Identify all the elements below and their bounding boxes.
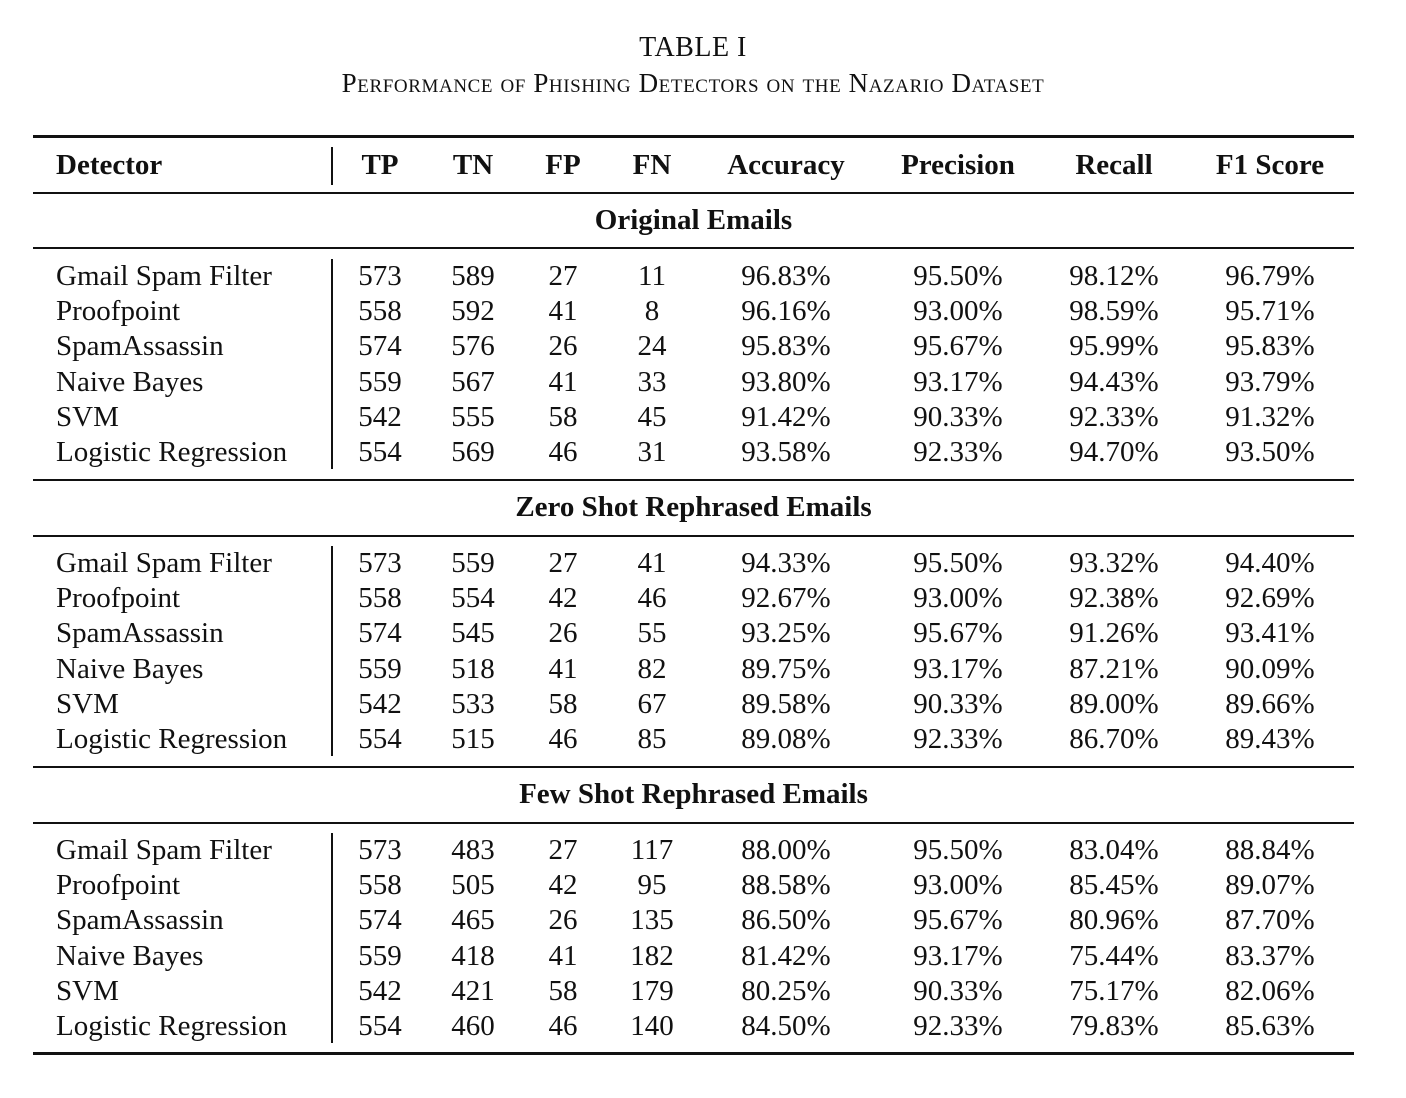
header-tn: TN (452, 149, 494, 181)
cell-detector: Naive Bayes (56, 652, 204, 685)
cell-accuracy: 91.42% (741, 400, 831, 433)
cell-detector: Gmail Spam Filter (56, 260, 272, 292)
section-rule (33, 247, 1354, 249)
cell-detector: Logistic Regression (56, 723, 288, 755)
cell-precision: 93.17% (913, 365, 1003, 398)
cell-f1-score: 89.66% (1225, 687, 1315, 720)
cell-tn: 559 (451, 547, 495, 579)
cell-accuracy: 89.58% (741, 687, 831, 720)
cell-fp: 27 (548, 260, 578, 292)
cell-accuracy: 93.25% (741, 617, 831, 650)
cell-detector: Gmail Spam Filter (56, 547, 272, 579)
bottom-rule (33, 1052, 1354, 1055)
cell-fn: 182 (630, 939, 674, 972)
cell-f1-score: 89.43% (1225, 723, 1315, 755)
cell-fp: 27 (548, 547, 578, 579)
cell-precision: 92.33% (913, 436, 1003, 468)
table-label: TABLE I (639, 32, 747, 63)
cell-recall: 93.32% (1069, 547, 1159, 579)
cell-f1-score: 93.79% (1225, 365, 1315, 398)
cell-fn: 82 (637, 652, 667, 685)
cell-f1-score: 89.07% (1225, 869, 1315, 902)
cell-tp: 573 (358, 834, 402, 866)
cell-f1-score: 95.83% (1225, 330, 1315, 363)
cell-fp: 46 (548, 1010, 578, 1042)
cell-fp: 41 (548, 365, 578, 398)
cell-tp: 542 (358, 974, 402, 1007)
header-divider (331, 147, 333, 185)
cell-tn: 505 (451, 869, 495, 902)
cell-precision: 95.50% (913, 260, 1003, 292)
header-accuracy: Accuracy (727, 149, 845, 181)
cell-fp: 41 (548, 295, 578, 328)
cell-fn: 55 (637, 617, 667, 650)
cell-accuracy: 92.67% (741, 582, 831, 615)
cell-tp: 554 (358, 436, 402, 468)
cell-tn: 545 (451, 617, 495, 650)
cell-detector: SVM (56, 974, 119, 1007)
cell-f1-score: 90.09% (1225, 652, 1315, 685)
section-rule (33, 535, 1354, 537)
cell-tn: 483 (451, 834, 495, 866)
cell-recall: 95.99% (1069, 330, 1159, 363)
cell-recall: 75.44% (1069, 939, 1159, 972)
cell-fp: 26 (548, 330, 578, 363)
section-rule (33, 822, 1354, 824)
cell-tp: 558 (358, 582, 402, 615)
cell-f1-score: 87.70% (1225, 904, 1315, 937)
cell-tp: 573 (358, 547, 402, 579)
cell-fn: 179 (630, 974, 674, 1007)
cell-fn: 46 (637, 582, 667, 615)
cell-fn: 45 (637, 400, 667, 433)
cell-fn: 33 (637, 365, 667, 398)
cell-recall: 91.26% (1069, 617, 1159, 650)
cell-precision: 93.00% (913, 869, 1003, 902)
cell-fp: 58 (548, 400, 578, 433)
cell-tp: 559 (358, 365, 402, 398)
cell-recall: 89.00% (1069, 687, 1159, 720)
cell-recall: 92.38% (1069, 582, 1159, 615)
cell-tn: 592 (451, 295, 495, 328)
header-f1-score: F1 Score (1215, 149, 1325, 181)
cell-f1-score: 91.32% (1225, 400, 1315, 433)
cell-tn: 555 (451, 400, 495, 433)
section-title: Few Shot Rephrased Emails (519, 778, 868, 810)
cell-tn: 533 (451, 687, 495, 720)
cell-detector: Gmail Spam Filter (56, 834, 272, 866)
cell-fn: 117 (630, 834, 674, 866)
cell-f1-score: 88.84% (1225, 834, 1315, 866)
cell-precision: 90.33% (913, 400, 1003, 433)
cell-accuracy: 95.83% (741, 330, 831, 363)
cell-fp: 41 (548, 939, 578, 972)
cell-tn: 518 (451, 652, 495, 685)
cell-detector: SpamAssassin (56, 617, 224, 650)
cell-detector: SpamAssassin (56, 904, 224, 937)
cell-tp: 558 (358, 295, 402, 328)
cell-tn: 418 (451, 939, 495, 972)
cell-accuracy: 89.75% (741, 652, 831, 685)
cell-tn: 576 (451, 330, 495, 363)
header-fn: FN (632, 149, 672, 181)
cell-tp: 558 (358, 869, 402, 902)
cell-recall: 85.45% (1069, 869, 1159, 902)
cell-accuracy: 93.80% (741, 365, 831, 398)
cell-fn: 31 (637, 436, 667, 468)
cell-fp: 41 (548, 652, 578, 685)
table-title: Performance of Phishing Detectors on the Nazario Dataset (341, 68, 1045, 98)
cell-precision: 90.33% (913, 687, 1003, 720)
cell-fp: 26 (548, 617, 578, 650)
cell-recall: 87.21% (1069, 652, 1159, 685)
cell-tn: 421 (451, 974, 495, 1007)
cell-precision: 93.00% (913, 295, 1003, 328)
section-end-rule (33, 479, 1354, 481)
cell-tn: 515 (451, 723, 495, 755)
cell-accuracy: 94.33% (741, 547, 831, 579)
cell-accuracy: 96.83% (741, 260, 831, 292)
section-title: Zero Shot Rephrased Emails (515, 491, 872, 523)
cell-f1-score: 93.41% (1225, 617, 1315, 650)
cell-tn: 465 (451, 904, 495, 937)
column-divider (331, 259, 333, 469)
cell-recall: 94.70% (1069, 436, 1159, 468)
cell-tp: 542 (358, 687, 402, 720)
header-precision: Precision (901, 149, 1015, 181)
cell-tp: 554 (358, 1010, 402, 1042)
cell-accuracy: 93.58% (741, 436, 831, 468)
cell-f1-score: 83.37% (1225, 939, 1315, 972)
cell-precision: 92.33% (913, 723, 1003, 755)
column-divider (331, 833, 333, 1043)
header-detector: Detector (56, 149, 163, 181)
cell-accuracy: 86.50% (741, 904, 831, 937)
cell-fp: 58 (548, 687, 578, 720)
cell-fn: 41 (637, 547, 667, 579)
cell-fn: 135 (630, 904, 674, 937)
cell-detector: Naive Bayes (56, 365, 204, 398)
top-rule (33, 135, 1354, 138)
cell-fn: 140 (630, 1010, 674, 1042)
cell-fn: 24 (637, 330, 667, 363)
cell-f1-score: 85.63% (1225, 1010, 1315, 1042)
cell-recall: 75.17% (1069, 974, 1159, 1007)
cell-f1-score: 94.40% (1225, 547, 1315, 579)
cell-fn: 8 (644, 295, 660, 328)
cell-fn: 67 (637, 687, 667, 720)
cell-tn: 554 (451, 582, 495, 615)
cell-fp: 42 (548, 582, 578, 615)
column-divider (331, 546, 333, 756)
cell-recall: 98.59% (1069, 295, 1159, 328)
cell-recall: 80.96% (1069, 904, 1159, 937)
cell-tp: 559 (358, 939, 402, 972)
cell-fn: 95 (637, 869, 667, 902)
cell-precision: 93.00% (913, 582, 1003, 615)
cell-fp: 58 (548, 974, 578, 1007)
cell-detector: Logistic Regression (56, 1010, 288, 1042)
cell-precision: 92.33% (913, 1010, 1003, 1042)
cell-precision: 95.67% (913, 617, 1003, 650)
cell-tp: 574 (358, 330, 402, 363)
cell-accuracy: 80.25% (741, 974, 831, 1007)
cell-precision: 90.33% (913, 974, 1003, 1007)
cell-fp: 27 (548, 834, 578, 866)
cell-fp: 46 (548, 436, 578, 468)
cell-tp: 573 (358, 260, 402, 292)
cell-detector: Logistic Regression (56, 436, 288, 468)
header-tp: TP (361, 149, 399, 181)
cell-tn: 589 (451, 260, 495, 292)
section-end-rule (33, 766, 1354, 768)
cell-f1-score: 95.71% (1225, 295, 1315, 328)
cell-recall: 79.83% (1069, 1010, 1159, 1042)
cell-detector: SpamAssassin (56, 330, 224, 363)
cell-f1-score: 92.69% (1225, 582, 1315, 615)
cell-fp: 46 (548, 723, 578, 755)
cell-accuracy: 81.42% (741, 939, 831, 972)
cell-fn: 11 (638, 260, 666, 292)
section-title: Original Emails (594, 204, 793, 236)
cell-f1-score: 93.50% (1225, 436, 1315, 468)
cell-accuracy: 88.00% (741, 834, 831, 866)
cell-precision: 95.50% (913, 834, 1003, 866)
cell-precision: 95.67% (913, 904, 1003, 937)
cell-tn: 460 (451, 1010, 495, 1042)
cell-detector: Proofpoint (56, 869, 181, 902)
cell-recall: 92.33% (1069, 400, 1159, 433)
cell-precision: 93.17% (913, 939, 1003, 972)
header-fp: FP (545, 149, 581, 181)
cell-tp: 574 (358, 904, 402, 937)
cell-tp: 574 (358, 617, 402, 650)
cell-f1-score: 82.06% (1225, 974, 1315, 1007)
cell-fp: 42 (548, 869, 578, 902)
cell-recall: 98.12% (1069, 260, 1159, 292)
cell-detector: Proofpoint (56, 582, 181, 615)
header-recall: Recall (1075, 149, 1153, 181)
cell-recall: 94.43% (1069, 365, 1159, 398)
cell-recall: 86.70% (1069, 723, 1159, 755)
cell-precision: 95.50% (913, 547, 1003, 579)
cell-tn: 569 (451, 436, 495, 468)
cell-fn: 85 (637, 723, 667, 755)
cell-tp: 559 (358, 652, 402, 685)
cell-precision: 93.17% (913, 652, 1003, 685)
cell-accuracy: 88.58% (741, 869, 831, 902)
cell-detector: SVM (56, 400, 119, 433)
cell-tp: 542 (358, 400, 402, 433)
cell-accuracy: 96.16% (741, 295, 831, 328)
cell-detector: SVM (56, 687, 119, 720)
cell-f1-score: 96.79% (1225, 260, 1315, 292)
cell-fp: 26 (548, 904, 578, 937)
cell-accuracy: 84.50% (741, 1010, 831, 1042)
cell-detector: Proofpoint (56, 295, 181, 328)
cell-tn: 567 (451, 365, 495, 398)
cell-tp: 554 (358, 723, 402, 755)
cell-recall: 83.04% (1069, 834, 1159, 866)
header-rule (33, 192, 1354, 194)
cell-precision: 95.67% (913, 330, 1003, 363)
cell-detector: Naive Bayes (56, 939, 204, 972)
cell-accuracy: 89.08% (741, 723, 831, 755)
